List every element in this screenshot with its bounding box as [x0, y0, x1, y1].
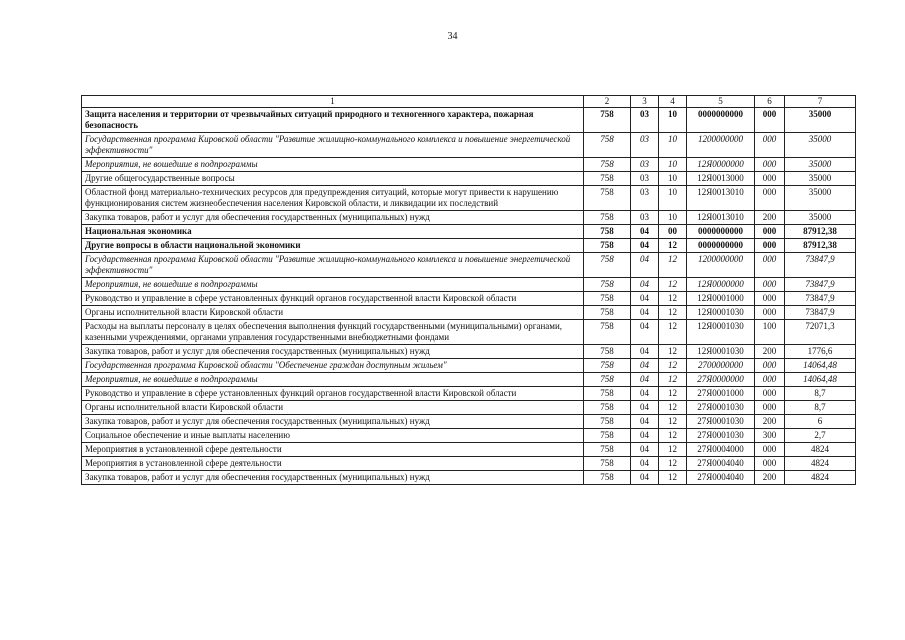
target-article-cell: 27Я0001030: [687, 401, 755, 415]
row-name-cell: Государственная программа Кировской области "Обеспечение граждан доступным жильем": [82, 359, 584, 373]
rz-code-cell: 758: [584, 359, 631, 373]
row-name-cell: Органы исполнительной власти Кировской области: [82, 401, 584, 415]
subsection-code-cell: 00: [659, 225, 687, 239]
rz-code-cell: 758: [584, 457, 631, 471]
expense-type-cell: 200: [755, 345, 785, 359]
rz-code-cell: 758: [584, 320, 631, 345]
amount-cell: 6: [785, 415, 856, 429]
section-code-cell: 04: [631, 415, 659, 429]
table-row: [82, 108, 856, 133]
rz-code-cell: 758: [584, 158, 631, 172]
rz-code-cell: 758: [584, 253, 631, 278]
subsection-code-cell: 12: [659, 457, 687, 471]
amount-cell: 35000: [785, 211, 856, 225]
table-row: [82, 373, 856, 387]
section-code-cell: 04: [631, 253, 659, 278]
table-row: [82, 345, 856, 359]
expense-type-cell: 000: [755, 401, 785, 415]
section-code-cell: 03: [631, 108, 659, 133]
row-name-cell: Расходы на выплаты персоналу в целях обеспечения выполнения функций государственными (муниципальными) органами, казенными учреждениями, органами управления государственными внебюджетными фондами: [82, 320, 584, 345]
table-row: [82, 306, 856, 320]
amount-cell: 72071,3: [785, 320, 856, 345]
target-article-cell: 27Я0004000: [687, 443, 755, 457]
subsection-code-cell: 10: [659, 108, 687, 133]
expense-type-cell: 000: [755, 359, 785, 373]
expense-type-cell: 000: [755, 133, 785, 158]
rz-code-cell: 758: [584, 415, 631, 429]
rz-code-cell: 758: [584, 133, 631, 158]
target-article-cell: 12Я0001030: [687, 320, 755, 345]
subsection-code-cell: 12: [659, 253, 687, 278]
row-name-cell: Другие вопросы в области национальной экономики: [82, 239, 584, 253]
target-article-cell: 12Я0001000: [687, 292, 755, 306]
expense-type-cell: 000: [755, 253, 785, 278]
expense-type-cell: 200: [755, 211, 785, 225]
subsection-code-cell: 10: [659, 133, 687, 158]
rz-code-cell: 758: [584, 429, 631, 443]
rz-code-cell: 758: [584, 225, 631, 239]
row-name-cell: Органы исполнительной власти Кировской области: [82, 306, 584, 320]
target-article-cell: 12Я0013000: [687, 172, 755, 186]
rz-code-cell: 758: [584, 345, 631, 359]
amount-cell: 35000: [785, 158, 856, 172]
budget-table: [81, 95, 856, 485]
target-article-cell: 12Я0000000: [687, 158, 755, 172]
expense-type-cell: 000: [755, 172, 785, 186]
table-row: [82, 429, 856, 443]
target-article-cell: 12Я0013010: [687, 186, 755, 211]
section-code-cell: 04: [631, 306, 659, 320]
target-article-cell: 27Я0000000: [687, 373, 755, 387]
rz-code-cell: 758: [584, 306, 631, 320]
expense-type-cell: 000: [755, 158, 785, 172]
target-article-cell: 12Я0001030: [687, 306, 755, 320]
expense-type-cell: 000: [755, 278, 785, 292]
row-name-cell: Руководство и управление в сфере установленных функций органов государственной власти Кировской области: [82, 387, 584, 401]
rz-code-cell: 758: [584, 401, 631, 415]
rz-code-cell: 758: [584, 278, 631, 292]
subsection-code-cell: 10: [659, 211, 687, 225]
row-name-cell: Другие общегосударственные вопросы: [82, 172, 584, 186]
table-body: [82, 108, 856, 485]
rz-code-cell: 758: [584, 387, 631, 401]
row-name-cell: Государственная программа Кировской области "Развитие жилищно-коммунального комплекса и повышение энергетической эффективности": [82, 133, 584, 158]
amount-cell: 2,7: [785, 429, 856, 443]
section-code-cell: 04: [631, 359, 659, 373]
subsection-code-cell: 10: [659, 172, 687, 186]
expense-type-cell: 000: [755, 457, 785, 471]
section-code-cell: 04: [631, 345, 659, 359]
subsection-code-cell: 12: [659, 471, 687, 485]
expense-type-cell: 000: [755, 108, 785, 133]
rz-code-cell: 758: [584, 186, 631, 211]
section-code-cell: 04: [631, 387, 659, 401]
row-name-cell: Мероприятия, не вошедшие в подпрограммы: [82, 278, 584, 292]
table-row: [82, 172, 856, 186]
rz-code-cell: 758: [584, 471, 631, 485]
expense-type-cell: 000: [755, 186, 785, 211]
column-header: 6: [755, 96, 785, 108]
row-name-cell: Закупка товаров, работ и услуг для обеспечения государственных (муниципальных) нужд: [82, 345, 584, 359]
subsection-code-cell: 10: [659, 158, 687, 172]
section-code-cell: 04: [631, 320, 659, 345]
target-article-cell: 27Я0004040: [687, 471, 755, 485]
section-code-cell: 04: [631, 429, 659, 443]
subsection-code-cell: 12: [659, 320, 687, 345]
target-article-cell: 27Я0004040: [687, 457, 755, 471]
subsection-code-cell: 12: [659, 373, 687, 387]
expense-type-cell: 000: [755, 387, 785, 401]
target-article-cell: 27Я0001030: [687, 429, 755, 443]
subsection-code-cell: 12: [659, 429, 687, 443]
amount-cell: 14064,48: [785, 359, 856, 373]
section-code-cell: 03: [631, 133, 659, 158]
amount-cell: 35000: [785, 133, 856, 158]
table-row: [82, 443, 856, 457]
subsection-code-cell: 12: [659, 345, 687, 359]
amount-cell: 87912,38: [785, 239, 856, 253]
table-row: [82, 239, 856, 253]
table-row: [82, 292, 856, 306]
table-row: [82, 457, 856, 471]
subsection-code-cell: 12: [659, 387, 687, 401]
table-row: [82, 401, 856, 415]
row-name-cell: Государственная программа Кировской области "Развитие жилищно-коммунального комплекса и повышение энергетической эффективности": [82, 253, 584, 278]
column-header: 4: [659, 96, 687, 108]
section-code-cell: 04: [631, 292, 659, 306]
rz-code-cell: 758: [584, 211, 631, 225]
row-name-cell: Закупка товаров, работ и услуг для обеспечения государственных (муниципальных) нужд: [82, 211, 584, 225]
section-code-cell: 04: [631, 401, 659, 415]
section-code-cell: 03: [631, 158, 659, 172]
table-row: [82, 253, 856, 278]
amount-cell: 35000: [785, 108, 856, 133]
amount-cell: 73847,9: [785, 253, 856, 278]
subsection-code-cell: 12: [659, 359, 687, 373]
target-article-cell: 1200000000: [687, 133, 755, 158]
table-row: [82, 359, 856, 373]
amount-cell: 4824: [785, 457, 856, 471]
subsection-code-cell: 12: [659, 292, 687, 306]
amount-cell: 87912,38: [785, 225, 856, 239]
amount-cell: 73847,9: [785, 292, 856, 306]
section-code-cell: 03: [631, 172, 659, 186]
table-row: [82, 186, 856, 211]
expense-type-cell: 000: [755, 306, 785, 320]
target-article-cell: 12Я0001030: [687, 345, 755, 359]
expense-type-cell: 200: [755, 471, 785, 485]
target-article-cell: 12Я0013010: [687, 211, 755, 225]
amount-cell: 4824: [785, 443, 856, 457]
amount-cell: 73847,9: [785, 278, 856, 292]
row-name-cell: Мероприятия в установленной сфере деятельности: [82, 457, 584, 471]
table-row: [82, 320, 856, 345]
section-code-cell: 04: [631, 373, 659, 387]
table-row: [82, 471, 856, 485]
row-name-cell: Мероприятия, не вошедшие в подпрограммы: [82, 373, 584, 387]
rz-code-cell: 758: [584, 108, 631, 133]
table-row: [82, 211, 856, 225]
rz-code-cell: 758: [584, 292, 631, 306]
amount-cell: 8,7: [785, 387, 856, 401]
table-row: [82, 415, 856, 429]
subsection-code-cell: 12: [659, 401, 687, 415]
amount-cell: 4824: [785, 471, 856, 485]
row-name-cell: Защита населения и территории от чрезвычайных ситуаций природного и техногенного характера, пожарная безопасность: [82, 108, 584, 133]
target-article-cell: 0000000000: [687, 108, 755, 133]
amount-cell: 1776,6: [785, 345, 856, 359]
column-header: 5: [687, 96, 755, 108]
target-article-cell: 12Я0000000: [687, 278, 755, 292]
section-code-cell: 04: [631, 457, 659, 471]
section-code-cell: 04: [631, 278, 659, 292]
section-code-cell: 04: [631, 471, 659, 485]
row-name-cell: Социальное обеспечение и иные выплаты населению: [82, 429, 584, 443]
subsection-code-cell: 10: [659, 186, 687, 211]
target-article-cell: 27Я0001000: [687, 387, 755, 401]
expense-type-cell: 000: [755, 443, 785, 457]
table-row: [82, 225, 856, 239]
rz-code-cell: 758: [584, 172, 631, 186]
table-row: [82, 158, 856, 172]
table-row: [82, 133, 856, 158]
column-header: 2: [584, 96, 631, 108]
section-code-cell: 03: [631, 211, 659, 225]
section-code-cell: 04: [631, 443, 659, 457]
subsection-code-cell: 12: [659, 306, 687, 320]
target-article-cell: 2700000000: [687, 359, 755, 373]
amount-cell: 14064,48: [785, 373, 856, 387]
expense-type-cell: 000: [755, 292, 785, 306]
row-name-cell: Мероприятия в установленной сфере деятельности: [82, 443, 584, 457]
section-code-cell: 04: [631, 239, 659, 253]
expense-type-cell: 300: [755, 429, 785, 443]
page-number: 34: [447, 31, 458, 42]
row-name-cell: Национальная экономика: [82, 225, 584, 239]
rz-code-cell: 758: [584, 239, 631, 253]
subsection-code-cell: 12: [659, 278, 687, 292]
column-header: 3: [631, 96, 659, 108]
row-name-cell: Руководство и управление в сфере установленных функций органов государственной власти Кировской области: [82, 292, 584, 306]
rz-code-cell: 758: [584, 443, 631, 457]
expense-type-cell: 000: [755, 373, 785, 387]
target-article-cell: 1200000000: [687, 253, 755, 278]
expense-type-cell: 000: [755, 225, 785, 239]
subsection-code-cell: 12: [659, 443, 687, 457]
row-name-cell: Областной фонд материально-технических ресурсов для предупреждения ситуаций, которые могут привести к нарушению функционирования систем жизнеобеспечения населения Кировской области, и ликвидации их последствий: [82, 186, 584, 211]
amount-cell: 8,7: [785, 401, 856, 415]
table-row: [82, 387, 856, 401]
subsection-code-cell: 12: [659, 239, 687, 253]
table-header-row: [82, 96, 856, 108]
amount-cell: 73847,9: [785, 306, 856, 320]
column-header: 1: [82, 96, 584, 108]
target-article-cell: 27Я0001030: [687, 415, 755, 429]
row-name-cell: Закупка товаров, работ и услуг для обеспечения государственных (муниципальных) нужд: [82, 471, 584, 485]
target-article-cell: 0000000000: [687, 225, 755, 239]
amount-cell: 35000: [785, 172, 856, 186]
target-article-cell: 0000000000: [687, 239, 755, 253]
column-header: 7: [785, 96, 856, 108]
amount-cell: 35000: [785, 186, 856, 211]
subsection-code-cell: 12: [659, 415, 687, 429]
expense-type-cell: 100: [755, 320, 785, 345]
rz-code-cell: 758: [584, 373, 631, 387]
table-row: [82, 278, 856, 292]
expense-type-cell: 000: [755, 239, 785, 253]
expense-type-cell: 200: [755, 415, 785, 429]
section-code-cell: 03: [631, 186, 659, 211]
row-name-cell: Мероприятия, не вошедшие в подпрограммы: [82, 158, 584, 172]
row-name-cell: Закупка товаров, работ и услуг для обеспечения государственных (муниципальных) нужд: [82, 415, 584, 429]
section-code-cell: 04: [631, 225, 659, 239]
